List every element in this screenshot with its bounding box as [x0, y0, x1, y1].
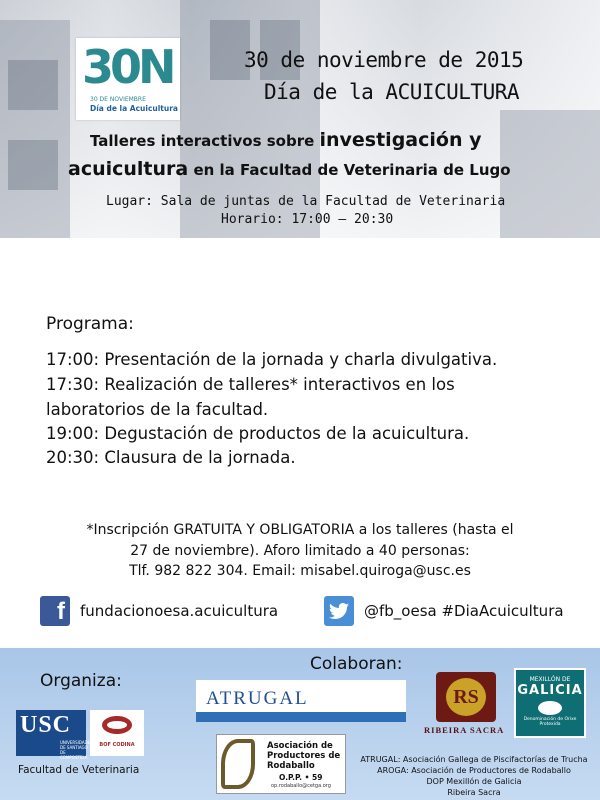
programa-item: 17:30: Realización de talleres* interactivos en los	[46, 375, 455, 394]
mexillon-galicia-logo	[514, 668, 586, 738]
talleres-text: Talleres interactivos sobre	[90, 132, 320, 150]
credit-line: Ribeira Sacra	[447, 788, 501, 797]
mexillon-top: MEXILLÓN DE	[529, 676, 571, 683]
usc-logo-text: USC	[20, 712, 72, 738]
programa-item: laboratorios de la facultad.	[46, 400, 269, 419]
logo-number: 30N	[82, 40, 173, 94]
talleres-text: y	[462, 129, 482, 151]
inscripcion-line: *Inscripción GRATUITA Y OBLIGATORIA a los talleres (hasta el	[86, 522, 514, 538]
colaboradores-credits	[352, 754, 596, 798]
credit-line: AROGA: Asociación de Productores de Rodaballo	[377, 766, 571, 775]
programa-title: Programa:	[46, 314, 134, 334]
colaboran-title: Colaboran:	[310, 654, 403, 674]
atrugal-logo-text: ATRUGAL	[206, 688, 309, 709]
credit-line: DOP Mexillón de Galicia	[426, 777, 522, 786]
aroga-logo	[216, 734, 346, 794]
bof-codina-logo	[90, 710, 144, 756]
credit-line: ATRUGAL: Asociación Gallega de Piscifactorías de Trucha	[360, 755, 588, 764]
dia-acuicultura-logo	[76, 38, 180, 120]
aroga-name: Asociación de Productores de Rodaballo	[267, 741, 341, 771]
fish-icon	[221, 739, 255, 789]
talleres-emphasis: acuicultura	[68, 158, 189, 180]
twitter-icon	[324, 596, 354, 626]
talleres-line1	[90, 129, 481, 151]
usc-logo-subtext: UNIVERSIDADE DE SANTIAGO DE COMPOSTELA	[60, 740, 91, 760]
mussel-icon	[538, 701, 562, 715]
usc-logo	[16, 710, 91, 760]
talleres-text: en la Facultad de Veterinaria de Lugo	[188, 161, 511, 179]
window	[8, 140, 58, 190]
ribeira-sacra-mark: RS	[446, 678, 486, 716]
facebook-icon: f	[40, 596, 70, 626]
building-right	[500, 110, 600, 238]
atrugal-logo	[196, 680, 406, 722]
logo-line1: 30 DE NOVIEMBRE	[90, 96, 146, 103]
organiza-title: Organiza:	[40, 671, 122, 691]
event-location: Lugar: Sala de juntas de la Facultad de Veterinaria	[106, 194, 506, 209]
mexillon-main: GALICIA	[517, 683, 583, 698]
aroga-opp: O.P.P. • 59	[279, 773, 323, 782]
event-title: Día de la ACUICULTURA	[264, 80, 520, 104]
twitter-link[interactable]	[324, 596, 564, 626]
programa-item: 20:30: Clausura de la jornada.	[46, 448, 296, 467]
facebook-handle: fundacionoesa.acuicultura	[80, 602, 279, 620]
event-schedule: Horario: 17:00 – 20:30	[221, 212, 394, 227]
aroga-email: op.rodaballo@cetga.org	[271, 783, 331, 789]
bof-codina-text: BOF CODINA	[99, 742, 135, 748]
twitter-handle: @fb_oesa #DiaAcuicultura	[364, 602, 564, 620]
inscripcion-line: 27 de noviembre). Aforo limitado a 40 personas:	[130, 543, 470, 559]
atrugal-wave	[196, 712, 406, 722]
event-date: 30 de noviembre de 2015	[244, 48, 524, 72]
mexillon-bottom: Denominación de Orixe Protexida	[523, 717, 577, 727]
building-left	[0, 20, 70, 238]
inscripcion-line: Tlf. 982 822 304. Email: misabel.quiroga@usc.es	[129, 563, 471, 579]
window	[8, 60, 58, 110]
facebook-link[interactable]	[40, 596, 278, 626]
ribeira-sacra-label: RIBEIRA SACRA	[424, 725, 505, 735]
facultad-label: Facultad de Veterinaria	[18, 764, 140, 776]
logo-line2: Día de la Acuicultura	[90, 104, 178, 113]
talleres-line2	[68, 158, 511, 180]
talleres-emphasis: investigación	[319, 129, 463, 151]
ribeira-sacra-logo	[436, 672, 496, 722]
programa-item: 19:00: Degustación de productos de la acuicultura.	[46, 424, 470, 443]
programa-item: 17:00: Presentación de la jornada y charla divulgativa.	[46, 350, 498, 369]
bof-codina-mark	[102, 716, 132, 734]
